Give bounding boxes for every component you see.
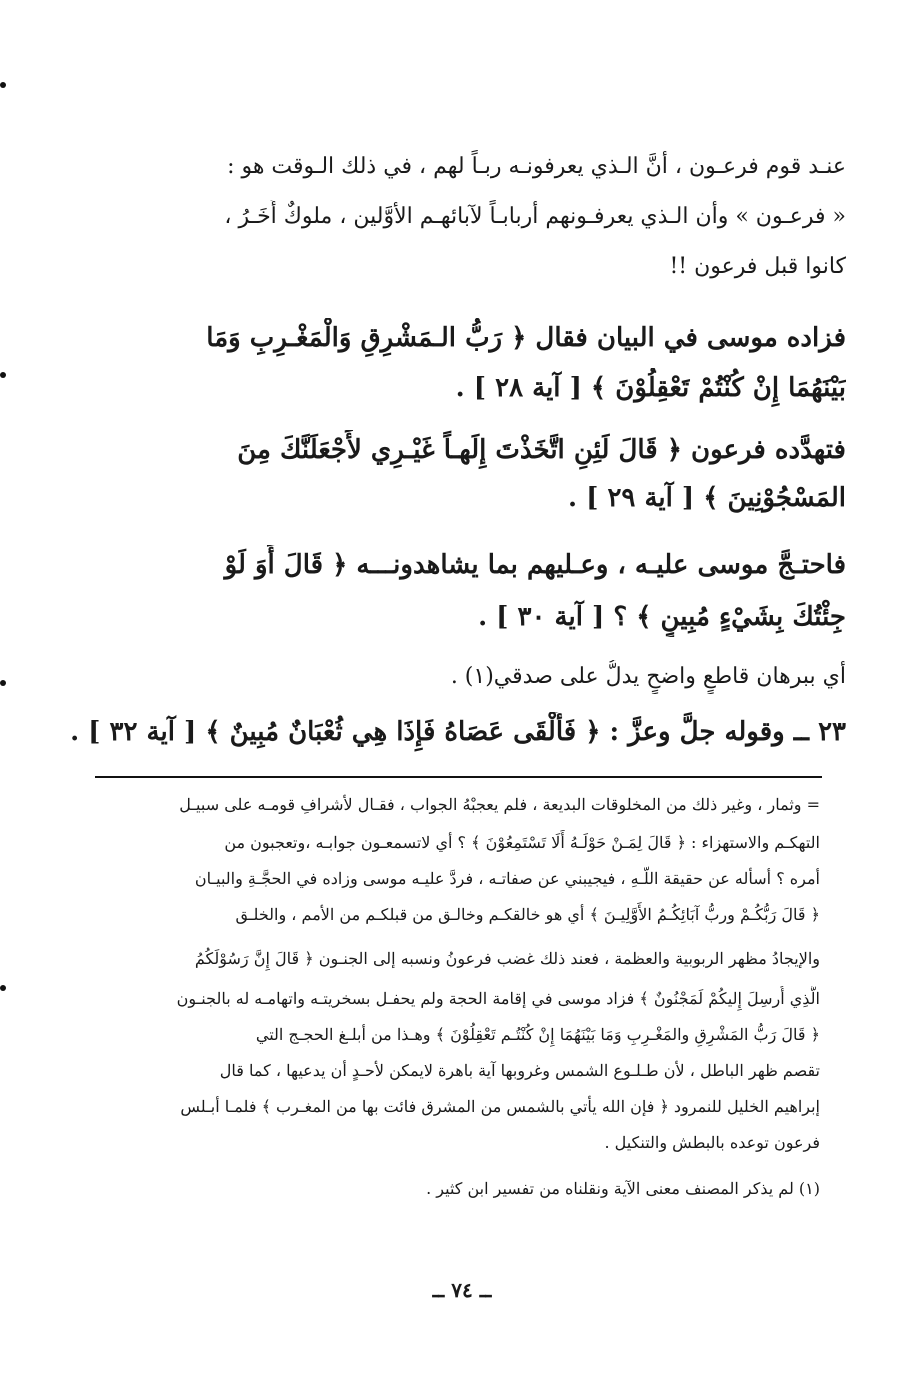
verse-line: بَيْنَهُمَا إِنْ كُنْتُمْ تَعْقِلُوْنَ ﴾ [ آية ٢٨ ] . xyxy=(455,373,846,403)
text-line: عنـد قوم فرعـون ، أنَّ الـذي يعرفونـه ربـاً لهم ، في ذلك الـوقت هو : xyxy=(227,154,846,179)
verse-line: فاحتـجَّ موسى عليـه ، وعـليهم بما يشاهدونـــه ﴿ قَالَ أَوَ لَوْ xyxy=(224,550,846,580)
text-line: أي ببرهان قاطعٍ واضحٍ يدلُّ على صدقي(١) . xyxy=(450,664,846,689)
footnote-line: فرعون توعده بالبطش والتنكيل . xyxy=(604,1133,820,1152)
verse-line: فزاده موسى في البيان فقال ﴿ رَبُّ الـمَشْرِقِ وَالْمَغْـرِبِ وَمَا xyxy=(206,323,846,353)
scan-edge-mark xyxy=(0,82,6,88)
footnote-line: تقصم ظهر الباطل ، لأن طـلـوع الشمس وغروبها آية باهرة لايمكن لأحـدٍ أن يدعيها ، كما قال xyxy=(219,1061,820,1080)
text-line: كانوا قبل فرعون !! xyxy=(669,254,846,279)
footnote-1: (١) لم يذكر المصنف معنى الآية ونقلناه من تفسير ابن كثير . xyxy=(426,1179,820,1198)
text-line: « فرعـون » وأن الـذي يعرفـونهم أربابـاً لآبائهـم الأوَّلين ، ملوكٌ أُخَـرُ ، xyxy=(224,204,846,229)
verse-line: المَسْجُوْنِينَ ﴾ [ آية ٢٩ ] . xyxy=(567,483,846,513)
page-number: ــ ٧٤ ــ xyxy=(432,1278,492,1302)
footnote-line: = وثمار ، وغير ذلك من المخلوقات البديعة ، فلم يعجبْهُ الجواب ، فقـال لأشرافِ قومـه على سبيـل xyxy=(179,795,820,814)
footnote-line: إبراهيم الخليل للنمرود ﴿ فإن الله يأتي بالشمس من المشرق فائت بها من المغـرب ﴾ فلمـا أبـلس xyxy=(180,1097,820,1116)
scan-edge-mark xyxy=(0,985,6,991)
verse-line: ٢٣ ــ وقوله جلَّ وعزَّ : ﴿ فَأَلْقَى عَصَاهُ فَإِذَا هِي ثُعْبَانٌ مُبِينٌ ﴾ [ آية ٣٢ ] . xyxy=(70,717,846,747)
scan-edge-mark xyxy=(0,680,6,686)
footnote-line: الَّذِي أُرسِلَ إِليكُمْ لَمَجْنُونٌ ﴾ فزاد موسى في إقامة الحجة ولم يحفـل بسخريتـه واتهامـه له بالجنـون xyxy=(176,989,820,1008)
verse-line: فتهدَّده فرعون ﴿ قَالَ لَئِنِ اتَّخَذْتَ إِلَهـاً غَيْـرِي لأَجْعَلَنَّكَ مِنَ xyxy=(237,435,846,465)
scan-edge-mark xyxy=(0,372,6,378)
footnote-line: ﴿ قَالَ رَبُّ المَشْرِقِ والمَغْـرِبِ وَمَا بَيْنَهُمَا إِنْ كُنْتُـم تَعْقِلُوْنَ ﴾ وهـذا من أبلـغ الحجـج التي xyxy=(255,1025,820,1044)
footnote-line: أمره ؟ أسأله عن حقيقة اللّـهِ ، فيجيبني عن صفاتـه ، فردَّ عليـه موسى وزاده في الحجَّـةِ والبيـان xyxy=(194,869,820,888)
verse-line: جِئْتُكَ بِشَيْءٍ مُبِينٍ ﴾ ؟ [ آية ٣٠ ] . xyxy=(478,602,846,632)
footnote-line: ﴿ قَالَ رَبُّكُـمْ وربُّ آبَائِكُـمُ الأَوَّلِيـنَ ﴾ أي هو خالقكـم وخالـق من قبلكـم من الأمم ، والخلـق xyxy=(235,905,820,924)
footnote-divider xyxy=(95,776,822,778)
footnote-line: التهكـم والاستهزاء : ﴿ قَالَ لِمَـنْ حَوْلَـهُ أَلَا تَسْتَمِعُوْنَ ﴾ ؟ أي لاتسمعـون جوابـه ،وتعجبون من xyxy=(224,833,820,852)
footnote-line: والإيجادُ مظهر الربوبية والعظمة ، فعند ذلك غضب فرعونُ ونسبه إلى الجنـون ﴿ قَالَ إِنَّ رَسُوْلَكُمُ xyxy=(194,949,820,968)
